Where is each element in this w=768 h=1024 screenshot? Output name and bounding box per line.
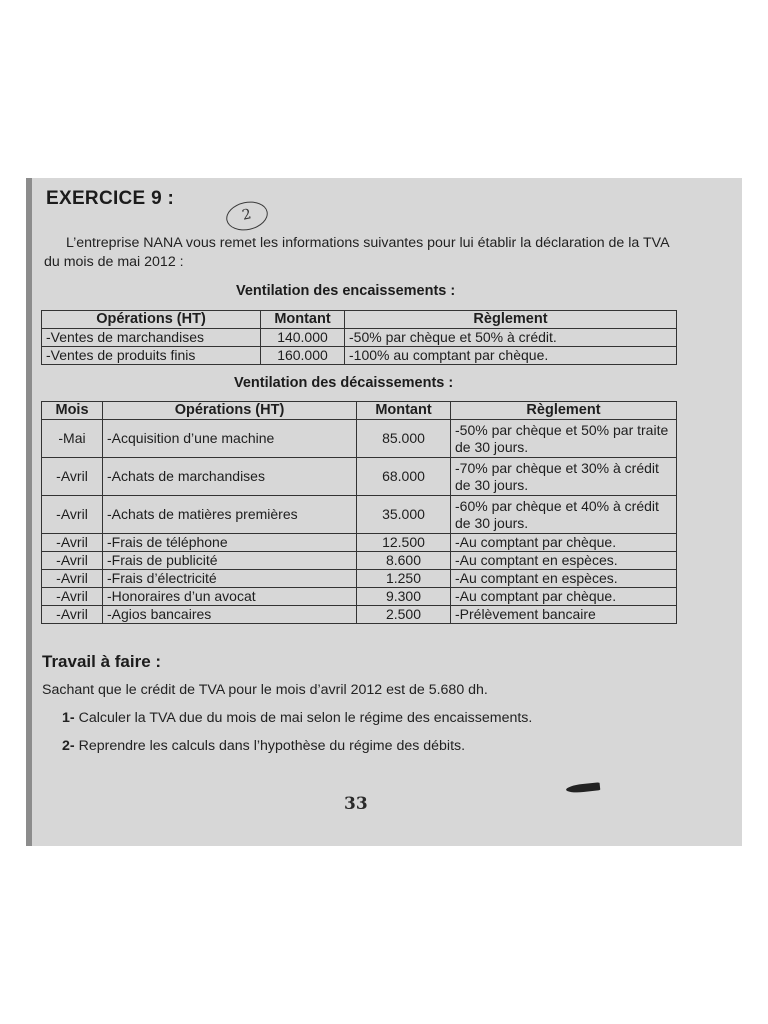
travail-intro: Sachant que le crédit de TVA pour le mois d’avril 2012 est de 5.680 dh.: [42, 682, 488, 698]
table-cell: 8.600: [357, 552, 451, 570]
table-cell: -Agios bancaires: [103, 606, 357, 624]
table-row: [42, 347, 677, 365]
column-header: Montant: [357, 402, 451, 420]
table-cell: 12.500: [357, 534, 451, 552]
table-cell: -Avril: [42, 552, 103, 570]
exercise-title: EXERCICE 9 :: [46, 188, 175, 209]
page-number: 33: [344, 794, 368, 814]
table-cell: -Avril: [42, 606, 103, 624]
table-cell: 35.000: [357, 496, 451, 534]
table-cell: 68.000: [357, 458, 451, 496]
table-cell: -Au comptant par chèque.: [451, 588, 677, 606]
decaissements-heading: Ventilation des décaissements :: [234, 375, 454, 391]
table-cell: -Frais de téléphone: [103, 534, 357, 552]
column-header: Règlement: [345, 311, 677, 329]
encaissements-heading: Ventilation des encaissements :: [236, 283, 456, 299]
exercise-intro: L’entreprise NANA vous remet les informations suivantes pour lui établir la déclaration de la TVA du mois de mai 2012 :: [44, 235, 669, 270]
question-number: 2-: [62, 738, 75, 754]
table-cell: -Frais de publicité: [103, 552, 357, 570]
table-row: [42, 458, 677, 496]
table-cell: 160.000: [261, 347, 345, 365]
table-cell: -Acquisition d’une machine: [103, 420, 357, 458]
book-page: [26, 178, 742, 846]
encaissements-table: [41, 310, 677, 365]
question-1: [62, 710, 532, 726]
table-cell: -50% par chèque et 50% par traite de 30 jours.: [451, 420, 677, 458]
table-cell: -Achats de marchandises: [103, 458, 357, 496]
table-cell: -Ventes de marchandises: [42, 329, 261, 347]
handwritten-circle-annotation: 2: [224, 198, 271, 234]
travail-title: Travail à faire :: [42, 652, 162, 671]
table-cell: -Au comptant en espèces.: [451, 570, 677, 588]
column-header: Opérations (HT): [103, 402, 357, 420]
page-binding-edge: [26, 178, 32, 846]
table-cell: -Mai: [42, 420, 103, 458]
table-cell: 85.000: [357, 420, 451, 458]
decaissements-table: [41, 401, 677, 624]
question-2: [62, 738, 465, 754]
table-row: [42, 588, 677, 606]
table-cell: 140.000: [261, 329, 345, 347]
question-number: 1-: [62, 710, 75, 726]
table-cell: 2.500: [357, 606, 451, 624]
table-cell: -Avril: [42, 496, 103, 534]
table-cell: -Avril: [42, 534, 103, 552]
table-cell: -Avril: [42, 570, 103, 588]
table-cell: -Prélèvement bancaire: [451, 606, 677, 624]
table-row: [42, 606, 677, 624]
table-cell: -Achats de matières premières: [103, 496, 357, 534]
table-row: [42, 496, 677, 534]
table-row: [42, 534, 677, 552]
table-cell: -Ventes de produits finis: [42, 347, 261, 365]
column-header: Opérations (HT): [42, 311, 261, 329]
column-header: Mois: [42, 402, 103, 420]
question-text: Calculer la TVA due du mois de mai selon le régime des encaissements.: [78, 710, 533, 726]
table-cell: -60% par chèque et 40% à crédit de 30 jours.: [451, 496, 677, 534]
table-cell: -70% par chèque et 30% à crédit de 30 jours.: [451, 458, 677, 496]
table-row: [42, 552, 677, 570]
table-cell: -Au comptant par chèque.: [451, 534, 677, 552]
table-row: [42, 329, 677, 347]
ink-smudge: [566, 782, 601, 794]
column-header: Montant: [261, 311, 345, 329]
table-cell: 1.250: [357, 570, 451, 588]
table-header-row: [42, 402, 677, 420]
table-row: [42, 570, 677, 588]
table-row: [42, 420, 677, 458]
table-cell: 9.300: [357, 588, 451, 606]
question-text: Reprendre les calculs dans l’hypothèse du régime des débits.: [78, 738, 466, 754]
table-cell: -Honoraires d’un avocat: [103, 588, 357, 606]
table-cell: -Avril: [42, 588, 103, 606]
table-cell: -Avril: [42, 458, 103, 496]
table-cell: -50% par chèque et 50% à crédit.: [345, 329, 677, 347]
column-header: Règlement: [451, 402, 677, 420]
table-cell: -Frais d’électricité: [103, 570, 357, 588]
table-header-row: [42, 311, 677, 329]
table-cell: -100% au comptant par chèque.: [345, 347, 677, 365]
table-cell: -Au comptant en espèces.: [451, 552, 677, 570]
